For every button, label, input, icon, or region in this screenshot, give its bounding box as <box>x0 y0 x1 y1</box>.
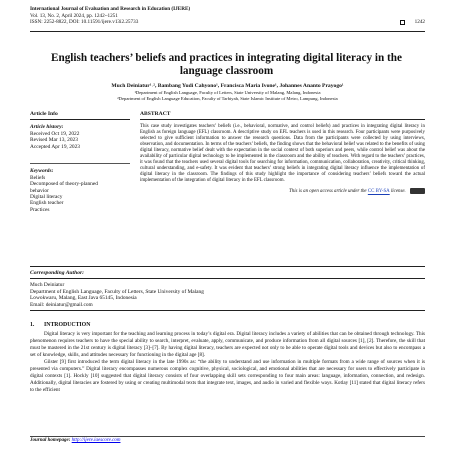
affiliation-2: ²Department of English Language Education, Faculty of Tarbiyah, State Islamic Institute of Metro, Lampung, Indonesia <box>117 95 338 101</box>
article-info-heading: Article Info <box>30 111 58 117</box>
cc-by-sa-badge-icon[interactable] <box>410 188 425 194</box>
keyword-item: behavior <box>30 187 49 194</box>
article-info-rule <box>30 119 130 120</box>
abstract-heading: ABSTRACT <box>140 111 171 117</box>
article-info-column <box>30 111 130 213</box>
keyword-item: Decomposed of theory-planned <box>30 181 98 188</box>
keyword-item: Beliefs <box>30 174 46 181</box>
keywords-block <box>30 163 130 213</box>
journal-name: International Journal of Evaluation and Research in Education (IJERE) <box>30 6 191 12</box>
license-prefix: This is an open access article under the <box>289 189 367 195</box>
footer-divider <box>30 436 425 437</box>
corresponding-name: Much Deiniatur <box>30 282 65 288</box>
section-title: INTRODUCTION <box>44 322 91 328</box>
issn-row <box>30 19 425 26</box>
introduction-heading <box>30 322 425 329</box>
keyword-item: Practices <box>30 206 50 213</box>
introduction-paragraph: Digital literacy is very important for the teaching and learning process in today’s digital era. Digital literacy includes a variety of abilities that can be obtained through technology. This phenomenon requires teachers to have the special ability to search, interpret, evaluate, apply, communicate, and produce information from all digital sources [1], [2]. Therefore, the skill that must be mastered in the 21st century is digital literacy [3]–[7]. By having digital literacy, teachers are expected not only to be able to operate digital tools and devices but also to encompass a set of knowledge, skills, and attitudes necessary for functioning in the digital age [8]. <box>30 331 425 359</box>
homepage-label: Journal homepage: <box>30 438 71 443</box>
keywords-label: Keywords: <box>30 167 54 174</box>
history-received: Received Oct 19, 2022 <box>30 131 80 137</box>
abstract-column <box>140 111 425 196</box>
abstract-rule <box>140 119 425 120</box>
paper-title: English teachers’ beliefs and practices in integrating digital literacy in the language classroom <box>51 52 402 77</box>
square-icon <box>400 20 405 25</box>
abstract-text: This case study investigates teachers’ beliefs (i.e., behavioral, normative, and control beliefs) and practices in integrating digital literacy in English as foreign language (EFL) classroom. A descriptive study on EFL teachers is used in this research. Four participants were purposively selected to give sufficient information to answer the research questions. Data from the participants were collected by using interviews, observation, and documentation. In terms of the teachers’ beliefs, the finding shows that the behavioral belief was related to the benefits of using digital literacy, normative belief dealt with the expectation in the social context of both superiors and peers, while control belief was about the availability of particular digital technology to be implemented in the classroom and the ability of teachers. With regard to the teachers’ practices, it was found that the teachers used several digital tools for searching for information, communication, collaboration, creativity, critical thinking, cultural understanding, and e-safety. It was evident that teachers’ strong beliefs in integrating digital literacy influence the implementation of digital literacy in the classroom. The findings of this study highlight the importance of considering teachers’ beliefs toward the actual implementation of the integration of digital literacy in the EFL classroom. <box>140 124 425 184</box>
corresponding-author-block <box>30 270 425 308</box>
license-notice <box>140 188 425 195</box>
corresponding-author-heading: Corresponding Author: <box>30 270 85 276</box>
keyword-item: Digital literacy <box>30 194 63 201</box>
abstract-bottom-rule <box>30 266 425 267</box>
affiliation-1: ¹Department of English Language, Faculty of Letters, State University of Malang, Malang, Indonesia <box>134 90 321 95</box>
corresponding-department: Department of English Language, Faculty of Letters, State University of Malang <box>30 288 204 295</box>
author-list: Much Deiniatur¹˒², Bambang Yudi Cahyono¹, Francisca Maria Ivone¹, Johannes Ananto Prayogo¹ <box>111 83 344 89</box>
corresponding-address: Lowokwaru, Malang, East Java 65145, Indonesia <box>30 295 137 302</box>
corresponding-rule <box>30 278 425 279</box>
affiliations <box>30 90 425 102</box>
page-number: 1242 <box>414 19 425 26</box>
journal-header <box>30 6 425 26</box>
volume-line: Vol. 13, No. 2, April 2024, pp. 1242~1251 <box>30 12 118 19</box>
page-number-group <box>400 19 425 26</box>
header-divider <box>30 31 425 32</box>
journal-homepage-link[interactable]: http://ijere.iaescore.com <box>71 438 121 443</box>
corresponding-email: Email: deiniatur@gmail.com <box>30 301 93 308</box>
keywords-top-rule <box>30 163 130 164</box>
issn-doi: ISSN: 2252-8822, DOI: 10.11591/ijere.v13i2.25733 <box>30 19 139 26</box>
introduction-section <box>30 322 425 394</box>
history-revised: Revised Mar 13, 2023 <box>30 137 78 144</box>
corresponding-author-details <box>30 282 425 308</box>
introduction-paragraph: Gilster [9] first introduced the term digital literacy in the late 1990s as: “the ability to understand and use information in multiple formats from a wide range of sources when it is presented via computers.” Digital literacy encompasses numerous complex cognitive, physical, sociological, and emotional abilities that are necessary for users to effectively participate in digital contexts [1]. Hockly [10] suggested that digital literacy consists of four overlapping skill sets corresponding to four main areas: language, information, connection, and redesign. Additionally, digital literacies are fostered by using or creating multimodal texts that integrate text, images, and audio in varied and flexible ways. Kotlay [11] stated that digital literacy refers to the efficient <box>30 359 425 394</box>
section-number: 1. <box>30 322 35 328</box>
license-suffix: license. <box>390 189 406 195</box>
corresponding-bottom-rule <box>30 310 425 311</box>
page-footer <box>30 438 120 444</box>
cc-license-link[interactable]: CC BY-SA <box>367 189 390 195</box>
keyword-item: English teacher <box>30 200 64 207</box>
history-accepted: Accepted Apr 19, 2023 <box>30 143 80 150</box>
article-history-label: Article history: <box>30 124 64 130</box>
